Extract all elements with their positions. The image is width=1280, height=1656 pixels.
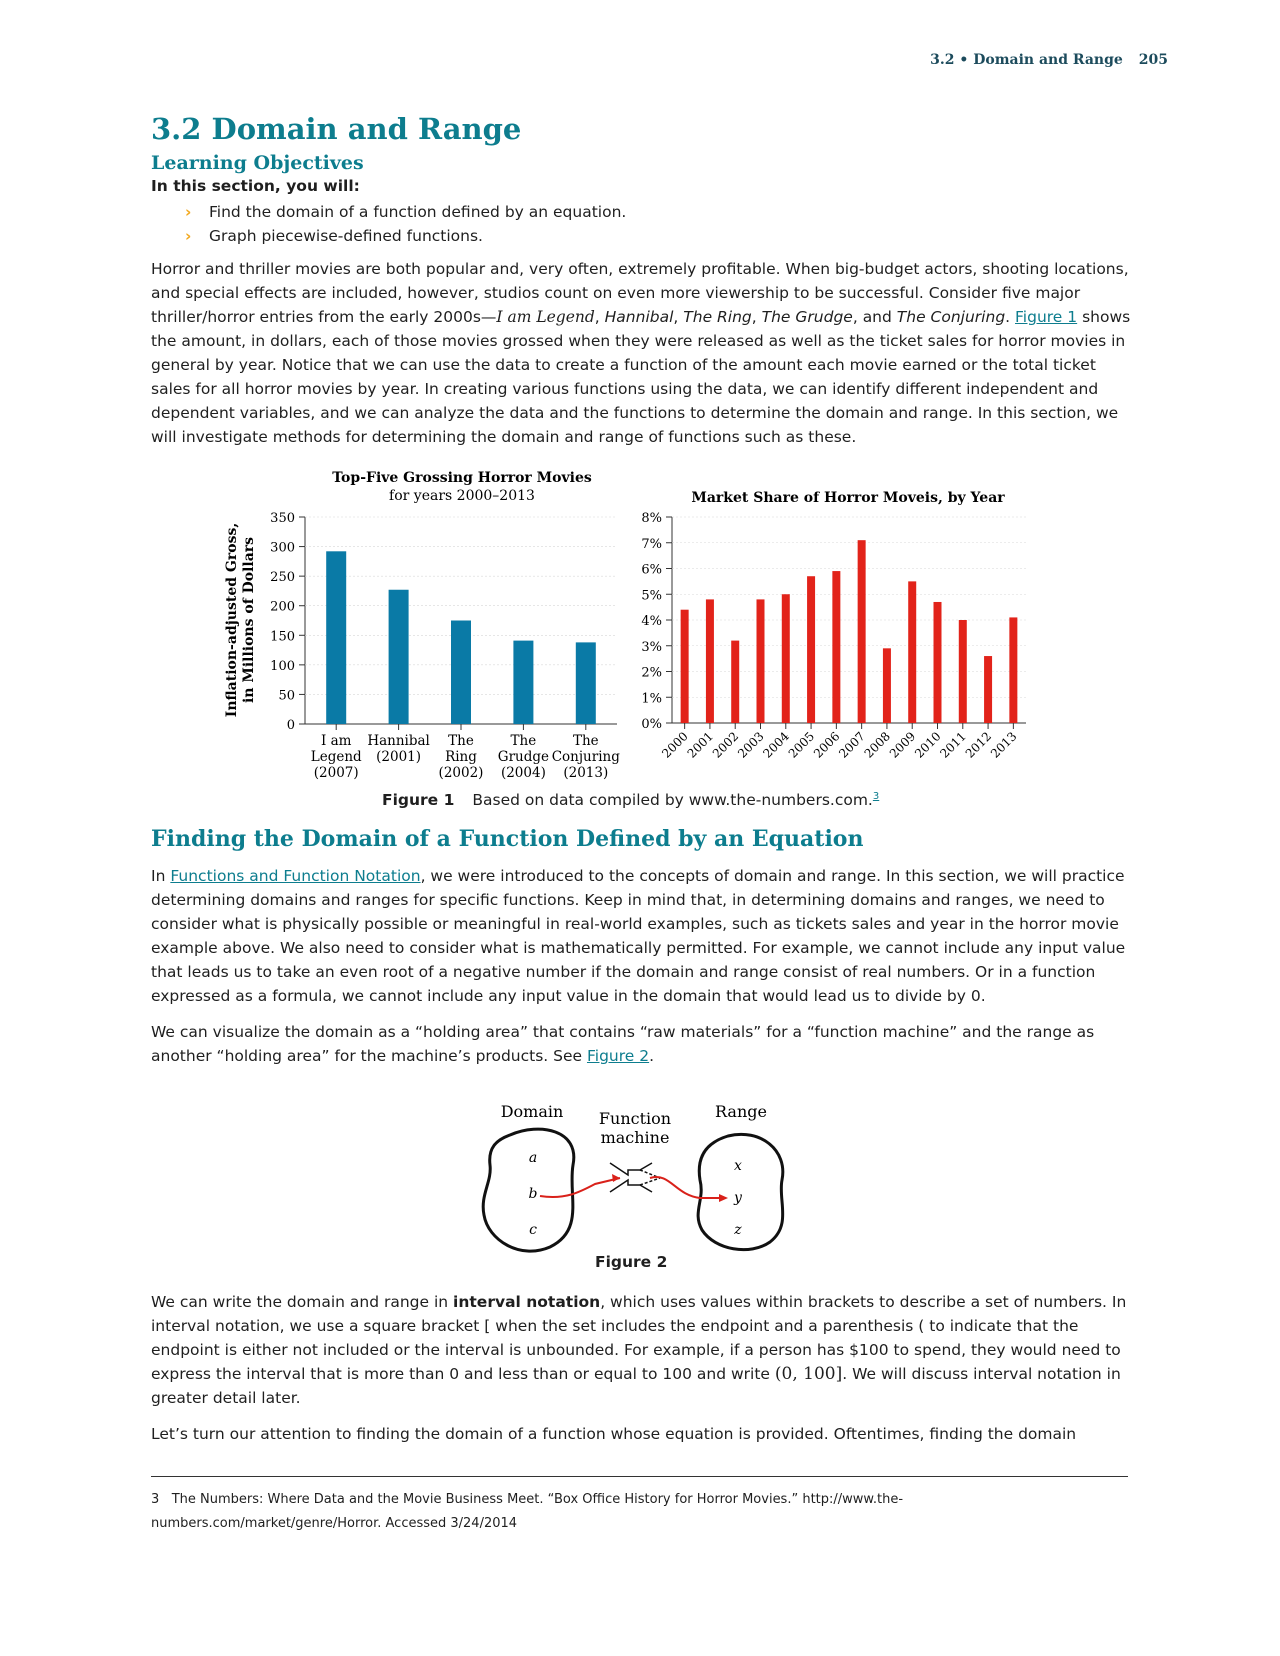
chart1-title: Top-Five Grossing Horror Movies	[332, 470, 592, 486]
footnote	[151, 1488, 1111, 1536]
chart1-xtick-label: The	[510, 733, 537, 749]
chart1-xtick-label: Ring	[445, 749, 477, 765]
footnote-ref[interactable]: 3	[872, 791, 880, 802]
closing-paragraph: Let’s turn our attention to finding the domain of a function whose equation is provided. Oftentimes, finding the domain	[151, 1425, 1077, 1443]
range-item: y	[734, 1190, 742, 1206]
interval-section: We can write the domain and range in interval notation, which uses values within brackets to describe a set of numbers. In interval notation, we use a square bracket [ when the set includes the endpoint and a parenthesis ( to indicate that the endpoint is either not included or the interval is unbounded. For example, if a person has $100 to spend, they would need to express the interval that is more than 0 and less than or equal to 100 and write (0, 100]. We will discuss interval notation in greater detail later. Let’s turn our attention to finding the domain of a function whose equation is provided. Oftentimes, finding the domain	[151, 1290, 1131, 1446]
learning-objectives	[151, 152, 1131, 248]
chart2-bar	[757, 599, 765, 723]
figure1-label: Figure 1	[382, 791, 455, 810]
chart2-bar	[883, 648, 891, 723]
objective-item: › Graph piecewise-defined functions.	[185, 224, 1131, 248]
chart1-ylabel-2: in Millions of Dollars	[241, 536, 257, 704]
domain-item: b	[528, 1186, 538, 1202]
chart2-ytick-label: 6%	[641, 562, 662, 578]
output-arrow-head	[719, 1194, 728, 1202]
chart2-ytick-label: 7%	[641, 536, 662, 552]
figure2-label: Figure 2	[595, 1253, 668, 1271]
page-number: 205	[1138, 52, 1168, 68]
chart2-xtick-label: 2005	[785, 729, 818, 761]
chart2-bar	[858, 540, 866, 723]
section2-title: Finding the Domain of a Function Defined by an Equation	[151, 826, 864, 852]
chart1-xtick-label: (2004)	[500, 765, 546, 781]
chart1-xtick-label: Conjuring	[551, 749, 620, 765]
machine-label-2: machine	[600, 1128, 670, 1147]
chart1-ytick-label: 50	[278, 688, 295, 704]
footnote-divider	[151, 1476, 1128, 1477]
chart2-title: Market Share of Horror Moveis, by Year	[691, 490, 1005, 506]
chart1-ytick-label: 350	[270, 511, 295, 526]
figure2-link[interactable]: Figure 2	[586, 1047, 650, 1065]
chart2-bar	[807, 576, 815, 723]
chart2-ytick-label: 3%	[641, 639, 662, 655]
function-machine-diagram	[470, 1100, 810, 1265]
chart2-xtick-label: 2008	[861, 729, 894, 761]
chart2-xtick-label: 2003	[735, 729, 767, 761]
functions-notation-link[interactable]: Functions and Function Notation	[170, 867, 421, 885]
chart2-ytick-label: 2%	[641, 665, 662, 681]
chart1-xtick-label: Legend	[310, 749, 362, 765]
chart2-xtick-label: 2010	[912, 729, 944, 761]
chart2-xtick-label: 2006	[810, 729, 843, 761]
domain-item: a	[528, 1150, 538, 1166]
chart2-bar	[681, 610, 689, 723]
chart2-bar	[984, 656, 992, 723]
chart2-xtick-label: 2009	[886, 729, 919, 761]
market-share-bar-chart	[641, 490, 1026, 761]
gross-bar-chart	[224, 470, 620, 781]
chart1-ylabel: Inflation-adjusted Gross,	[224, 522, 240, 718]
figure1-link[interactable]: Figure 1	[1015, 308, 1078, 326]
chart1-xtick-label: Grudge	[497, 749, 550, 765]
chart2-ytick-label: 4%	[641, 614, 662, 629]
chart2-xtick-label: 2007	[836, 729, 868, 761]
chart1-xtick-label: I am	[320, 733, 352, 749]
chart2-ytick-label: 5%	[641, 588, 662, 604]
chart1-bar	[513, 641, 533, 724]
range-item: z	[734, 1222, 742, 1238]
chart1-bar	[451, 621, 471, 725]
input-arrow	[540, 1178, 620, 1197]
chevron-right-icon: ›	[185, 227, 192, 245]
running-header	[930, 52, 1168, 68]
chart2-bar	[1009, 617, 1017, 723]
range-item: x	[734, 1158, 742, 1174]
chart2-xtick-label: 2002	[709, 729, 742, 761]
chart1-xtick-label: Hannibal	[367, 733, 430, 749]
chart1-subtitle: for years 2000–2013	[389, 488, 535, 504]
intro-paragraph: Horror and thriller movies are both popular and, very often, extremely profitable. When big-budget actors, shooting locations, and special effects are included, however, studios count on even more viewership to be successful. Consider five major thriller/horror entries from the early 2000s—I am Legend, Hannibal, The Ring, The Grudge, and The Conjuring. Figure 1 shows the amount, in dollars, each of those movies grossed when they were released as well as the ticket sales for horror movies in general by year. Notice that we can use the data to create a function of the amount each movie earned or the total ticket sales for all horror movies by year. In creating various functions using the data, we can identify different independent and dependent variables, and we can analyze the data and the functions to determine the domain and range. In this section, we will investigate methods for determining the domain and range of functions such as these.	[151, 260, 1131, 446]
section-title: 3.2 Domain and Range	[151, 112, 522, 146]
chart2-xtick-label: 2004	[760, 729, 792, 761]
footnote-text: The Numbers: Where Data and the Movie Business Meet. “Box Office History for Horror Movies.” http://www.the-numbers.com/market/genre/Horror. Accessed 3/24/2014	[151, 1492, 904, 1531]
domain-item: c	[529, 1222, 537, 1238]
chart1-ytick-label: 0	[286, 718, 295, 733]
chart2-bar	[934, 602, 942, 723]
chart2-bar	[908, 581, 916, 723]
chevron-right-icon: ›	[185, 203, 192, 221]
chart1-ytick-label: 200	[270, 599, 295, 615]
chart1-bar	[326, 551, 346, 724]
figure1-caption: Figure 1 Based on data compiled by www.the-numbers.com.$^3$	[382, 791, 880, 810]
chart1-bar	[389, 590, 409, 724]
chart2-xtick-label: 2013	[987, 729, 1020, 761]
domain-label: Domain	[500, 1102, 564, 1121]
section2: Finding the Domain of a Function Defined by an Equation In Functions and Function Notation, we were introduced to the concepts of domain and range. In this section, we will practice determining domains and ranges for specific functions. Keep in mind that, in determining domains and ranges, we need to consider what is physically possible or meaningful in real-world examples, such as tickets sales and year in the horror movie example above. We also need to consider what is mathematically permitted. For example, we cannot include any input value that leads us to take an even root of a negative number if the domain and range consist of real numbers. Or in a function expressed as a formula, we cannot include any input value in the domain that would lead us to divide by 0. We can visualize the domain as a “holding area” that contains “raw materials” for a “function machine” and the range as another “holding area” for the machine’s products. See Figure 2.	[151, 826, 1131, 1068]
input-arrow-head	[612, 1174, 620, 1182]
chart1-xtick-label: The	[572, 733, 599, 749]
chart1-xtick-label: (2001)	[376, 749, 422, 765]
chart2-bar	[959, 620, 967, 723]
chart1-ytick-label: 100	[270, 658, 295, 674]
chart2-xtick-label: 2001	[684, 729, 717, 761]
machine-label-1: Function	[598, 1109, 672, 1128]
chart2-xtick-label: 2012	[962, 729, 995, 761]
chart2-xtick-label: 2011	[937, 729, 969, 761]
chart2-xtick-label: 2000	[659, 729, 691, 761]
chart2-ytick-label: 1%	[641, 691, 662, 707]
chart1-xtick-label: The	[448, 733, 474, 749]
objectives-list	[151, 200, 1131, 248]
chart1-ytick-label: 300	[270, 540, 295, 556]
section-header	[151, 112, 1131, 146]
footnote-number: 3	[151, 1492, 160, 1507]
figure2-caption	[595, 1253, 667, 1271]
chart1-bar	[576, 642, 596, 724]
figure1-charts	[0, 465, 1280, 795]
chart2-bar	[832, 571, 840, 723]
chart2-ytick-label: 8%	[641, 511, 662, 526]
chart1-xtick-label: (2007)	[313, 765, 359, 781]
running-title: 3.2 • Domain and Range	[930, 52, 1123, 68]
chart2-bar	[731, 641, 739, 723]
objectives-intro: In this section, you will:	[151, 177, 360, 195]
output-arrow	[650, 1177, 722, 1198]
chart2-bar	[706, 599, 714, 723]
chart1-xtick-label: (2013)	[563, 765, 609, 781]
chart1-ytick-label: 250	[270, 570, 295, 586]
chart2-bar	[782, 594, 790, 723]
objectives-heading: Learning Objectives	[151, 152, 364, 174]
chart1-ytick-label: 150	[270, 629, 295, 645]
interval-notation-term: interval notation	[453, 1293, 601, 1311]
range-label: Range	[715, 1102, 767, 1121]
interval-math: (0, 100]	[774, 1364, 843, 1384]
chart1-xtick-label: (2002)	[438, 765, 484, 781]
chart2-ytick-label: 0%	[641, 717, 662, 732]
objective-item: › Find the domain of a function defined by an equation.	[185, 200, 1131, 224]
